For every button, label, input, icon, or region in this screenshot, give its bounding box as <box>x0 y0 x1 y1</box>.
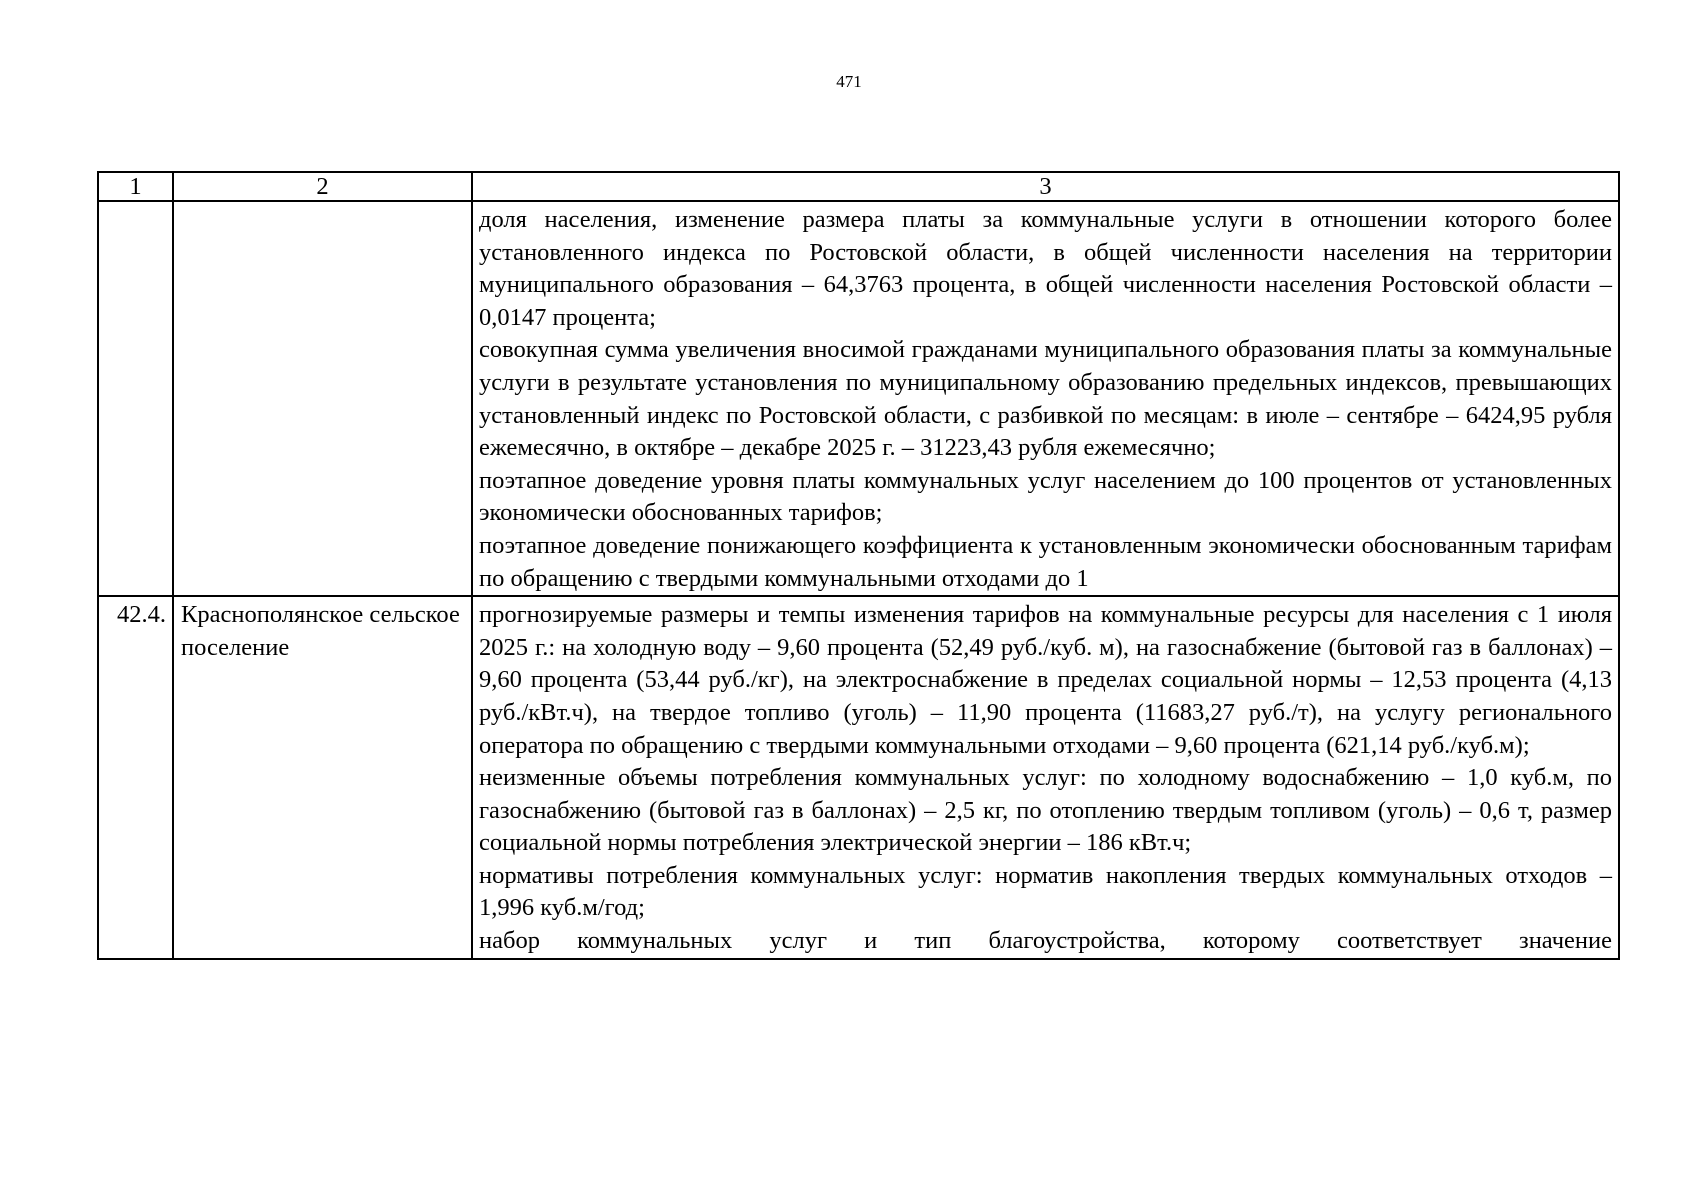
table-row <box>98 596 1619 959</box>
paragraph: поэтапное доведение понижающего коэффициента к установленным экономически обоснованным тарифам по обращению с твердыми коммунальными отходами до 1 <box>479 531 1612 592</box>
paragraph: нормативы потребления коммунальных услуг: норматив накопления твердых коммунальных отходов – 1,996 куб.м/год; <box>479 861 1612 922</box>
municipality-name: Краснополянское сельское поселение <box>173 596 472 959</box>
row-description <box>472 596 1619 959</box>
column-header-1: 1 <box>98 172 173 201</box>
paragraph: набор коммунальных услуг и тип благоустройства, которому соответствует значение <box>479 927 1612 955</box>
paragraph: поэтапное доведение уровня платы коммунальных услуг населением до 100 процентов от установленных экономически обоснованных тарифов; <box>479 466 1612 527</box>
column-header-2: 2 <box>173 172 472 201</box>
paragraph: доля населения, изменение размера платы за коммунальные услуги в отношении которого более установленного индекса по Ростовской области, в общей численности населения на территории муниципального образования – 64,3763 процента, в общей численности населения Ростовской области – 0,0147 процента; <box>479 206 1612 331</box>
row-number <box>98 201 173 596</box>
row-number: 42.4. <box>98 596 173 959</box>
row-description <box>472 201 1619 596</box>
municipality-name <box>173 201 472 596</box>
table-row <box>98 201 1619 596</box>
column-header-3: 3 <box>472 172 1619 201</box>
paragraph: прогнозируемые размеры и темпы изменения тарифов на коммунальные ресурсы для населения с 1 июля 2025 г.: на холодную воду – 9,60 процента (52,49 руб./куб. м), на газоснабжение (бытовой газ в баллонах) – 9,60 процента (53,44 руб./кг), на электроснабжение в пределах социальной нормы – 12,53 процента (4,13 руб./кВт.ч), на твердое топливо (уголь) – 11,90 процента (11683,27 руб./т), на услугу регионального оператора по обращению с твердыми коммунальными отходами – 9,60 процента (621,14 руб./куб.м); <box>479 601 1612 759</box>
paragraph: совокупная сумма увеличения вносимой гражданами муниципального образования платы за коммунальные услуги в результате установления по муниципальному образованию предельных индексов, превышающих установленный индекс по Ростовской области, с разбивкой по месяцам: в июле – сентябре – 6424,95 рубля ежемесячно, в октябре – декабре 2025 г. – 31223,43 рубля ежемесячно; <box>479 336 1612 462</box>
page-number: 471 <box>836 72 862 91</box>
document-table <box>97 171 1620 960</box>
table-header-row <box>98 172 1619 201</box>
paragraph: неизменные объемы потребления коммунальных услуг: по холодному водоснабжению – 1,0 куб.м, по газоснабжению (бытовой газ в баллонах) – 2,5 кг, по отоплению твердым топливом (уголь) – 0,6 т, размер социальной нормы потребления электрической энергии – 186 кВт.ч; <box>479 764 1612 857</box>
